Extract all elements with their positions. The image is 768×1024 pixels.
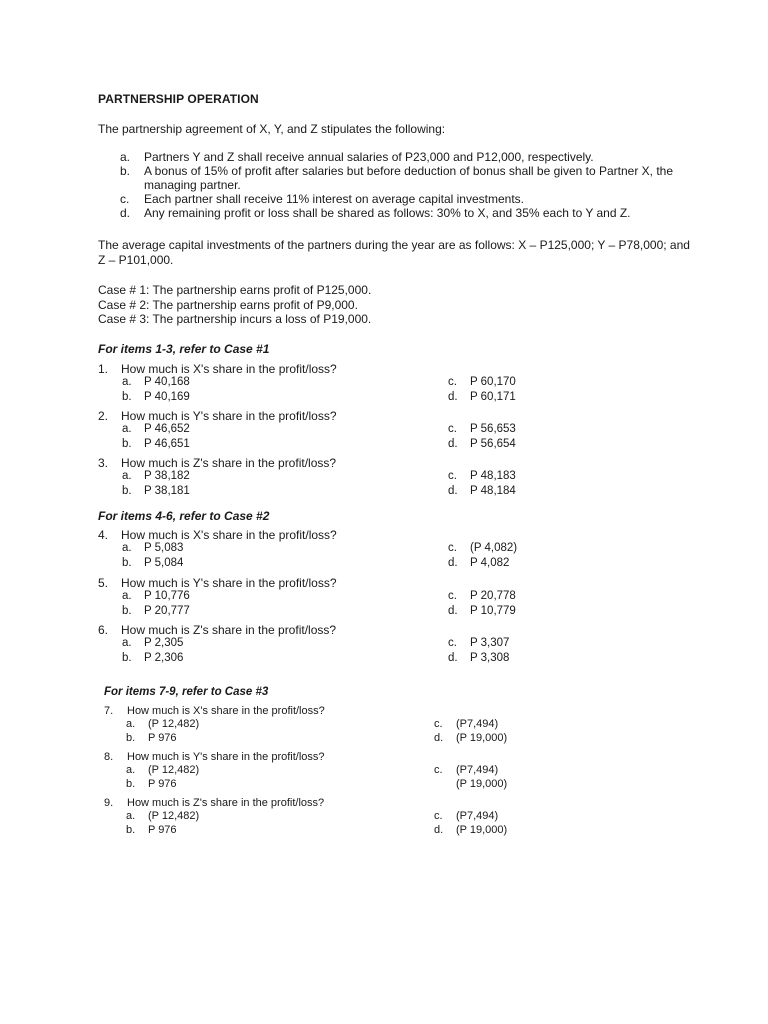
option-letter: c. [434, 810, 443, 822]
option-value: P 4,082 [470, 556, 510, 569]
option-value: (P7,494) [456, 764, 499, 776]
term-item [120, 206, 695, 220]
option-letter: d. [448, 390, 458, 403]
question-text: How much is Y's share in the profit/loss? [127, 751, 325, 763]
answer-option [448, 605, 516, 617]
answer-option [122, 605, 190, 617]
option-value: P 20,778 [470, 590, 516, 602]
answer-option [434, 718, 498, 730]
question-number: 6. [98, 623, 109, 637]
option-letter: a. [126, 718, 136, 730]
answer-option [122, 376, 190, 388]
answer-option [434, 810, 498, 822]
group-heading: For items 4-6, refer to Case #2 [98, 509, 270, 523]
answer-option [448, 470, 516, 482]
answer-option [122, 637, 183, 649]
term-letter: b. [120, 164, 131, 178]
question-number: 9. [104, 797, 114, 809]
option-value: P 10,779 [470, 604, 516, 617]
option-letter: d. [434, 732, 444, 744]
option-letter: c. [448, 590, 457, 602]
option-letter: d. [448, 556, 458, 569]
option-value: P 3,307 [470, 637, 510, 649]
option-letter: d. [448, 651, 458, 664]
answer-option [122, 557, 183, 569]
option-value: (P 19,000) [456, 778, 508, 790]
question-text: How much is Z's share in the profit/loss? [121, 623, 337, 637]
answer-option [448, 590, 516, 602]
question-number: 2. [98, 409, 109, 423]
answer-option [126, 778, 177, 790]
option-letter: c. [448, 423, 457, 435]
option-letter: c. [434, 764, 443, 776]
question-text: How much is Z's share in the profit/loss? [127, 797, 325, 809]
option-value: P 40,169 [144, 390, 190, 403]
question-text: How much is Y's share in the profit/loss? [121, 576, 337, 590]
option-letter: a. [122, 637, 132, 649]
term-item [120, 164, 695, 192]
answer-option [448, 637, 509, 649]
option-letter: c. [448, 542, 457, 554]
option-letter: b. [122, 437, 132, 450]
page-title: PARTNERSHIP OPERATION [98, 92, 259, 106]
option-letter: a. [122, 590, 132, 602]
answer-option [448, 423, 516, 435]
option-letter: a. [122, 542, 132, 554]
option-value: P 56,654 [470, 437, 516, 450]
answer-option [126, 732, 177, 744]
cases-block [98, 283, 371, 327]
option-letter: b. [126, 732, 136, 744]
answer-option [434, 732, 507, 744]
answer-option [122, 590, 190, 602]
question-text: How much is Z's share in the profit/loss? [121, 456, 337, 470]
term-letter: c. [120, 192, 130, 206]
question-number: 7. [104, 705, 114, 717]
option-letter: b. [122, 556, 132, 569]
option-letter: d. [448, 484, 458, 497]
term-letter: d. [120, 206, 131, 220]
option-value: (P7,494) [456, 718, 499, 730]
answer-option [434, 764, 498, 776]
question-text: How much is Y's share in the profit/loss? [121, 409, 337, 423]
option-value: P 2,305 [144, 637, 184, 649]
answer-option [122, 542, 183, 554]
option-letter: b. [126, 824, 136, 836]
answer-option [448, 438, 516, 450]
term-text: Each partner shall receive 11% interest on average capital investments. [144, 192, 524, 206]
option-value: P 38,182 [144, 470, 190, 482]
option-letter: c. [448, 637, 457, 649]
question-number: 5. [98, 576, 109, 590]
answer-option [122, 652, 183, 664]
option-value: P 60,171 [470, 390, 516, 403]
option-letter: b. [122, 651, 132, 664]
answer-option [434, 824, 507, 836]
option-value: P 56,653 [470, 423, 516, 435]
option-letter: b. [122, 390, 132, 403]
option-letter: a. [126, 810, 136, 822]
option-value: P 48,184 [470, 484, 516, 497]
option-value: P 976 [148, 778, 177, 790]
option-letter: b. [122, 484, 132, 497]
answer-option [448, 557, 509, 569]
question-number: 8. [104, 751, 114, 763]
option-value: P 2,306 [144, 651, 184, 664]
answer-option [448, 652, 509, 664]
answer-option [122, 470, 190, 482]
term-item [120, 150, 695, 164]
option-value: (P7,494) [456, 810, 499, 822]
option-value: P 976 [148, 824, 177, 836]
group-heading: For items 7-9, refer to Case #3 [104, 686, 269, 698]
option-letter: d. [434, 824, 444, 836]
option-value: (P 4,082) [470, 542, 518, 554]
answer-option [122, 423, 190, 435]
question-text: How much is X's share in the profit/loss? [127, 705, 325, 717]
question-number: 1. [98, 362, 109, 376]
option-value: (P 12,482) [148, 764, 200, 776]
agreement-terms-list [120, 150, 695, 220]
option-letter: a. [122, 376, 132, 388]
option-value: P 5,084 [144, 556, 184, 569]
option-letter: c. [448, 470, 457, 482]
question-text: How much is X's share in the profit/loss? [121, 528, 337, 542]
case-line: Case # 3: The partnership incurs a loss of P19,000. [98, 312, 372, 326]
option-value: P 3,308 [470, 651, 510, 664]
answer-option [126, 718, 199, 730]
case-line: Case # 2: The partnership earns profit of P9,000. [98, 297, 358, 312]
capital-investments-text: The average capital investments of the partners during the year are as follows: X – P125,000; Y – P78,000; and Z – P101,000. [98, 238, 690, 267]
option-letter: a. [122, 470, 132, 482]
answer-option [448, 485, 516, 497]
option-value: P 5,083 [144, 542, 184, 554]
question-number: 3. [98, 456, 109, 470]
answer-option [126, 764, 199, 776]
option-value: P 48,183 [470, 470, 516, 482]
intro-text: The partnership agreement of X, Y, and Z stipulates the following: [98, 122, 446, 136]
term-letter: a. [120, 150, 131, 164]
answer-option [122, 438, 190, 450]
option-value: (P 12,482) [148, 718, 200, 730]
group-heading: For items 1-3, refer to Case #1 [98, 342, 270, 356]
option-letter: c. [434, 718, 443, 730]
question-text: How much is X's share in the profit/loss? [121, 362, 337, 376]
option-letter: a. [126, 764, 136, 776]
option-value: (P 12,482) [148, 810, 200, 822]
answer-option [448, 542, 517, 554]
term-item [120, 192, 695, 206]
option-letter: b. [126, 778, 136, 790]
option-value: P 46,651 [144, 437, 190, 450]
answer-option [126, 810, 199, 822]
option-letter: d. [448, 604, 458, 617]
answer-option [122, 485, 190, 497]
question-number: 4. [98, 528, 109, 542]
option-value: (P 19,000) [456, 732, 508, 744]
answer-option [434, 778, 507, 790]
option-letter: d. [448, 437, 458, 450]
option-value: P 40,168 [144, 376, 190, 388]
option-value: P 60,170 [470, 376, 516, 388]
answer-option [448, 391, 516, 403]
answer-option [448, 376, 516, 388]
term-text: Partners Y and Z shall receive annual salaries of P23,000 and P12,000, respectively. [144, 150, 594, 164]
option-letter: a. [122, 423, 132, 435]
option-letter: c. [448, 376, 457, 388]
term-text: A bonus of 15% of profit after salaries but before deduction of bonus shall be given to Partner X, the managing partner. [144, 164, 674, 192]
option-value: (P 19,000) [456, 824, 508, 836]
option-value: P 46,652 [144, 423, 190, 435]
option-letter: b. [122, 604, 132, 617]
answer-option [122, 391, 190, 403]
option-value: P 10,776 [144, 590, 190, 602]
answer-option [126, 824, 177, 836]
term-text: Any remaining profit or loss shall be shared as follows: 30% to X, and 35% each to Y and Z. [144, 206, 631, 220]
option-value: P 976 [148, 732, 177, 744]
option-value: P 20,777 [144, 604, 190, 617]
case-line: Case # 1: The partnership earns profit of P125,000. [98, 283, 372, 297]
option-value: P 38,181 [144, 484, 190, 497]
